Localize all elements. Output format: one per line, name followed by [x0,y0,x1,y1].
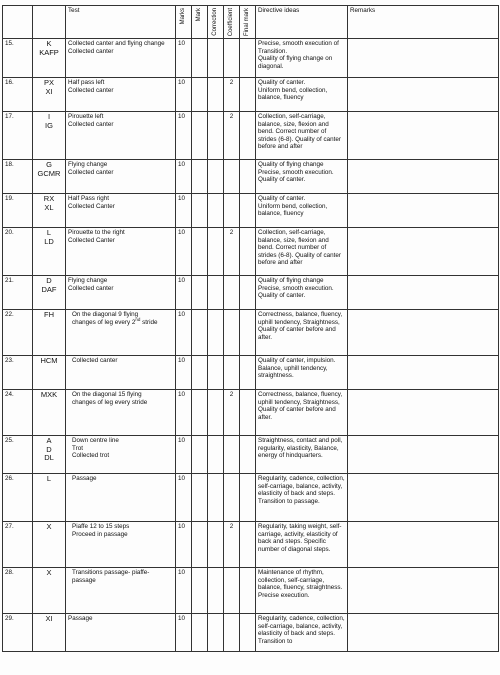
directive-ideas-line: Regularity, cadence, collection, self-carriage, balance, activity, elasticity of back and steps. Transition to [258,615,345,645]
directive-ideas-line: Precise, smooth execution of Transition. [258,40,339,55]
arena-letter-primary: HCM [40,356,58,365]
movement-number: 26. [3,474,33,522]
final-mark-input-cell[interactable] [240,112,256,160]
test-description [66,568,176,614]
directive-ideas-line: Uniform bend, collection, balance, fluency [258,202,328,218]
arena-letter-secondary: XI [45,86,53,96]
marks-value: 10 [176,522,192,568]
directive-ideas [256,436,348,474]
directive-ideas [256,614,348,652]
directive-ideas [256,39,348,78]
test-description [66,194,176,228]
arena-letter [33,568,66,614]
mark-input-cell[interactable] [192,474,208,522]
coefficient-value [224,436,240,474]
correction-input-cell[interactable] [208,112,224,160]
test-line: Proceed in passage [72,530,128,538]
mark-input-cell[interactable] [192,194,208,228]
arena-letter [33,276,66,310]
test-line: Passage [72,475,97,482]
test-line: Pirouette left [68,113,104,120]
movement-rows [3,39,499,652]
test-description [66,436,176,474]
arena-letter-primary: L [46,228,52,237]
table-row [3,390,499,436]
movement-number: 17. [3,112,33,160]
correction-input-cell[interactable] [208,522,224,568]
final-mark-input-cell[interactable] [240,522,256,568]
movement-number: 20. [3,228,33,276]
directive-ideas-line: Regularity, cadence, collection, self-carriage, balance, activity, elasticity of back and steps. [258,475,345,498]
directive-ideas-line: Regularity, taking weight, self-carriage, activity, elasticity of back and steps. Specific number of diagonal steps. [258,523,342,553]
directive-ideas-line: Quality of flying change [258,161,324,168]
test-line: changes of leg every stride [72,398,148,406]
header-remarks: Remarks [348,6,499,39]
header-letter [33,6,66,39]
final-mark-input-cell[interactable] [240,614,256,652]
coefficient-value [224,356,240,390]
arena-letter [33,474,66,522]
test-description [66,112,176,160]
directive-ideas-line: Quality of flying change on diagonal. [258,55,333,70]
remarks-input-cell[interactable] [348,112,499,160]
remarks-input-cell[interactable] [348,160,499,194]
directive-ideas-line: Maintenance of rhythm, collection, self-carriage, balance, fluency, straightness. [258,569,343,592]
arena-letter-primary: D [46,276,52,285]
correction-input-cell[interactable] [208,436,224,474]
table-row [3,356,499,390]
arena-letter-primary: PX [43,78,54,87]
test-line: Half pass left [68,79,105,86]
correction-input-cell[interactable] [208,228,224,276]
marks-value: 10 [176,310,192,356]
directive-ideas [256,310,348,356]
mark-input-cell[interactable] [192,390,208,436]
table-row [3,39,499,78]
correction-input-cell[interactable] [208,39,224,78]
marks-value: 10 [176,112,192,160]
test-line: Transitions passage- piaffe- [72,569,150,576]
table-row [3,112,499,160]
arena-letter-secondary: XL [44,202,54,212]
marks-value: 10 [176,276,192,310]
final-mark-input-cell[interactable] [240,194,256,228]
test-line: Flying change [68,161,108,168]
movement-number: 24. [3,390,33,436]
directive-ideas [256,160,348,194]
test-description [66,39,176,78]
directive-ideas-line: Precise, smooth execution. [258,168,334,176]
remarks-input-cell[interactable] [348,194,499,228]
test-line: Collected canter and flying change [68,40,165,47]
mark-input-cell[interactable] [192,78,208,112]
test-line: Collected canter [68,47,114,55]
table-row [3,436,499,474]
arena-letter-secondary: D [46,444,52,454]
arena-letter-primary: FH [44,310,54,319]
directive-ideas [256,390,348,436]
header-correction: Correction [208,6,224,39]
final-mark-input-cell[interactable] [240,78,256,112]
test-description [66,614,176,652]
directive-ideas-line: Quality of canter. [258,79,306,86]
test-description [66,474,176,522]
remarks-input-cell[interactable] [348,474,499,522]
arena-letter-primary: XI [45,614,53,623]
marks-value: 10 [176,160,192,194]
coefficient-value: 2 [224,228,240,276]
table-row [3,78,499,112]
remarks-input-cell[interactable] [348,310,499,356]
correction-input-cell[interactable] [208,194,224,228]
directive-ideas-line: Quality of canter. [258,292,306,300]
coefficient-value [224,568,240,614]
directive-ideas-line: Quality of canter before and after. [258,326,336,341]
test-line: Pirouette to the right [68,229,125,236]
arena-letter-primary: K [46,39,52,48]
final-mark-input-cell[interactable] [240,39,256,78]
header-directive-ideas: Directive ideas [256,6,348,39]
mark-input-cell[interactable] [192,160,208,194]
movement-number: 25. [3,436,33,474]
mark-input-cell[interactable] [192,310,208,356]
score-table [2,5,499,652]
test-line: Collected Canter [68,202,115,210]
directive-ideas-line: Precise execution. [258,591,310,599]
coefficient-value: 2 [224,78,240,112]
remarks-input-cell[interactable] [348,522,499,568]
arena-letter [33,522,66,568]
arena-letter [33,112,66,160]
test-line: Down centre line [72,437,119,444]
test-description [66,228,176,276]
marks-value: 10 [176,228,192,276]
final-mark-input-cell[interactable] [240,276,256,310]
final-mark-input-cell[interactable] [240,436,256,474]
directive-ideas [256,474,348,522]
remarks-input-cell[interactable] [348,568,499,614]
marks-value: 10 [176,390,192,436]
table-row [3,276,499,310]
arena-letter-primary: A [46,436,52,445]
arena-letter [33,78,66,112]
test-description [66,276,176,310]
movement-number: 18. [3,160,33,194]
directive-ideas [256,522,348,568]
test-description [66,160,176,194]
coefficient-value: 2 [224,112,240,160]
test-line: changes of leg every 2nd stride [72,316,158,326]
test-line: Passage [68,615,93,622]
header-mark: Mark [192,6,208,39]
arena-letter [33,39,66,78]
directive-ideas-line: Collection, self-carriage, balance, size, flexion and bend. Correct number of strides (6-8). Quality of canter before and after [258,229,341,267]
test-line: Collected canter [68,86,114,94]
mark-input-cell[interactable] [192,568,208,614]
coefficient-value [224,310,240,356]
table-row [3,228,499,276]
final-mark-input-cell[interactable] [240,356,256,390]
final-mark-input-cell[interactable] [240,390,256,436]
arena-letter [33,160,66,194]
remarks-input-cell[interactable] [348,39,499,78]
coefficient-value [224,39,240,78]
directive-ideas-line: Correctness, balance, fluency, uphill tendency, Straightness, [258,311,343,326]
remarks-input-cell[interactable] [348,356,499,390]
movement-number: 16. [3,78,33,112]
directive-ideas-line: Uniform bend, collection, balance, fluency [258,86,328,102]
directive-ideas-line: Quality of flying change [258,277,324,284]
correction-input-cell[interactable] [208,390,224,436]
arena-letter-primary: X [46,522,52,531]
test-description [66,78,176,112]
directive-ideas [256,276,348,310]
directive-ideas [256,568,348,614]
directive-ideas [256,356,348,390]
arena-letter [33,390,66,436]
test-line: Collected canter [68,284,114,292]
header-marks: Marks [176,6,192,39]
arena-letter [33,310,66,356]
movement-number: 27. [3,522,33,568]
directive-ideas-line: Quality of canter before and after. [258,406,336,421]
movement-number: 28. [3,568,33,614]
table-row [3,310,499,356]
mark-input-cell[interactable] [192,112,208,160]
remarks-input-cell[interactable] [348,276,499,310]
remarks-input-cell[interactable] [348,78,499,112]
test-description [66,310,176,356]
movement-number: 23. [3,356,33,390]
final-mark-input-cell[interactable] [240,160,256,194]
test-line: Collected canter [68,120,114,128]
final-mark-input-cell[interactable] [240,310,256,356]
directive-ideas-line: Correctness, balance, fluency, uphill tendency, Straightness, [258,391,343,406]
table-row [3,614,499,652]
arena-letter [33,356,66,390]
remarks-input-cell[interactable] [348,390,499,436]
marks-value: 10 [176,356,192,390]
movement-number: 19. [3,194,33,228]
directive-ideas [256,194,348,228]
coefficient-value [224,276,240,310]
arena-letter-secondary: DL [44,453,54,462]
test-line: Flying change [68,277,108,284]
table-row [3,568,499,614]
test-line: Trot [72,444,83,452]
mark-input-cell[interactable] [192,39,208,78]
coefficient-value [224,474,240,522]
test-line: Collected Canter [68,236,115,244]
header-number [3,6,33,39]
coefficient-value [224,160,240,194]
movement-number: 22. [3,310,33,356]
header-final-mark: Final mark [240,6,256,39]
directive-ideas-line: Precise, smooth execution. [258,284,334,292]
test-line: Piaffe 12 to 15 steps [72,523,130,530]
coefficient-value [224,614,240,652]
table-row [3,474,499,522]
test-description [66,356,176,390]
final-mark-input-cell[interactable] [240,568,256,614]
correction-input-cell[interactable] [208,276,224,310]
arena-letter-primary: I [47,112,51,121]
marks-value: 10 [176,614,192,652]
coefficient-value [224,194,240,228]
table-row [3,522,499,568]
test-description [66,522,176,568]
table-row [3,194,499,228]
movement-number: 15. [3,39,33,78]
arena-letter-primary: MXK [40,390,58,399]
marks-value: 10 [176,78,192,112]
mark-input-cell[interactable] [192,356,208,390]
test-description [66,390,176,436]
mark-input-cell[interactable] [192,522,208,568]
movement-number: 21. [3,276,33,310]
arena-letter-secondary: GCMR [37,168,61,178]
final-mark-input-cell[interactable] [240,228,256,276]
coefficient-value: 2 [224,522,240,568]
mark-input-cell[interactable] [192,614,208,652]
header-row [3,6,499,39]
marks-value: 10 [176,194,192,228]
arena-letter-primary: RX [43,194,55,203]
test-line: Collected canter [72,357,118,364]
arena-letter-secondary: IG [45,120,53,130]
directive-ideas-line: Quality of canter, impulsion. Balance, uphill tendency, straightness. [258,357,336,380]
final-mark-input-cell[interactable] [240,474,256,522]
correction-input-cell[interactable] [208,568,224,614]
arena-letter [33,614,66,652]
test-line: Collected trot [72,452,110,460]
arena-letter-primary: G [46,160,52,169]
correction-input-cell[interactable] [208,356,224,390]
marks-value: 10 [176,39,192,78]
directive-ideas [256,78,348,112]
directive-ideas [256,228,348,276]
directive-ideas-line: Quality of canter. [258,195,306,202]
correction-input-cell[interactable] [208,310,224,356]
test-line: passage [72,576,96,584]
arena-letter-primary: X [46,568,52,577]
arena-letter [33,194,66,228]
mark-input-cell[interactable] [192,228,208,276]
header-coefficient: Coefficient [224,6,240,39]
header-test: Test [66,6,176,39]
directive-ideas-line: Straightness, contact and poll, regularity, elasticity, Balance, energy of hindquarters. [258,437,343,460]
arena-letter-secondary: KAFP [39,47,59,57]
arena-letter-primary: L [46,474,52,483]
correction-input-cell[interactable] [208,614,224,652]
correction-input-cell[interactable] [208,78,224,112]
test-line: On the diagonal 15 flying [72,391,142,398]
arena-letter-secondary: DAF [41,284,57,294]
remarks-input-cell[interactable] [348,614,499,652]
marks-value: 10 [176,568,192,614]
correction-input-cell[interactable] [208,160,224,194]
directive-ideas-line: Quality of canter. [258,176,306,184]
remarks-input-cell[interactable] [348,228,499,276]
directive-ideas-line: Collection, self-carriage, balance, size, flexion and bend. Correct number of strides (6-8). Quality of canter before and after [258,113,341,151]
marks-value: 10 [176,436,192,474]
mark-input-cell[interactable] [192,276,208,310]
test-line: Half Pass right [68,195,109,202]
directive-ideas [256,112,348,160]
movement-number: 29. [3,614,33,652]
arena-letter [33,228,66,276]
remarks-input-cell[interactable] [348,436,499,474]
arena-letter [33,436,66,474]
test-line: Collected canter [68,168,114,176]
test-line: On the diagonal 9 flying [72,311,139,318]
table-row [3,160,499,194]
mark-input-cell[interactable] [192,436,208,474]
marks-value: 10 [176,474,192,522]
coefficient-value: 2 [224,390,240,436]
correction-input-cell[interactable] [208,474,224,522]
directive-ideas-line: Transition to passage. [258,497,320,505]
arena-letter-secondary: LD [44,236,54,246]
